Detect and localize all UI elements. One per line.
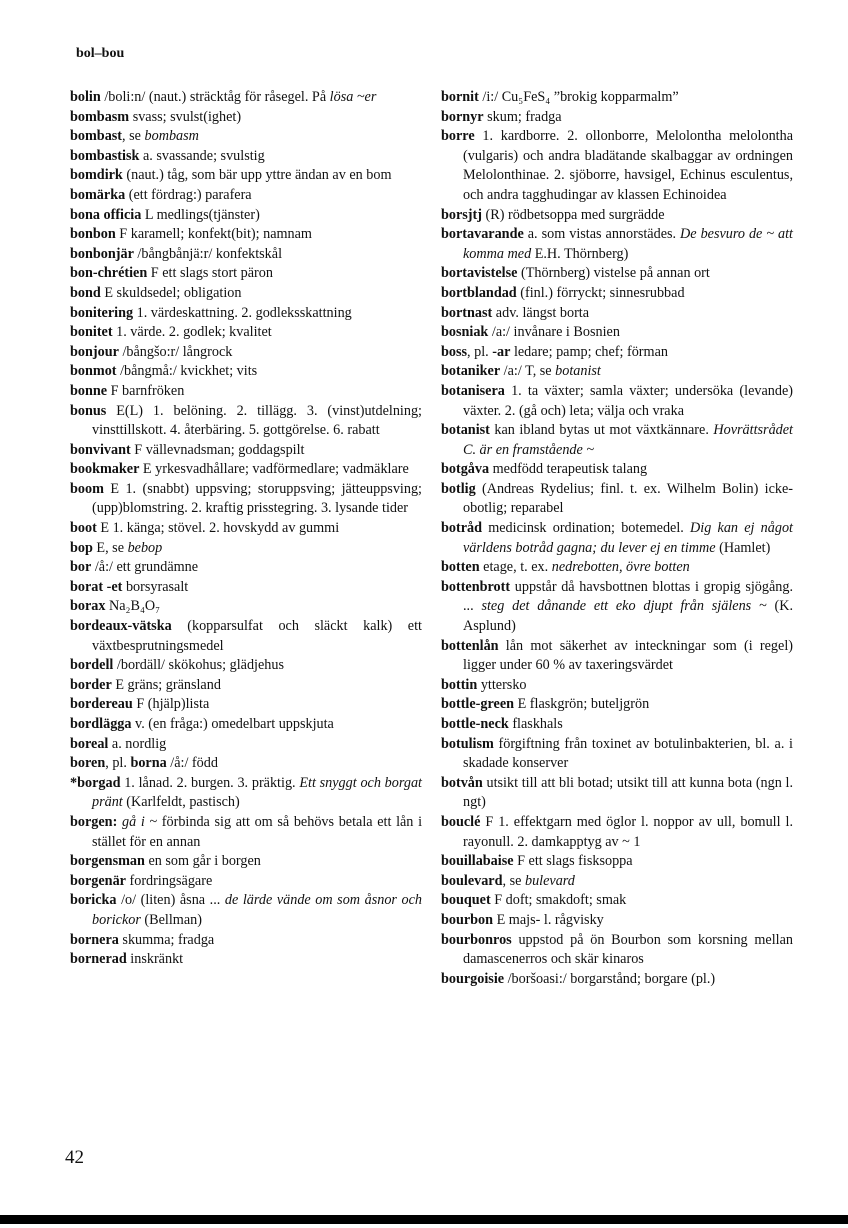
definition-text: /å:/ ett grundämne bbox=[91, 559, 199, 576]
definition-text: uppstår då havsbottnen blottas i gropig sjögång. ... bbox=[463, 578, 793, 615]
dictionary-entry bbox=[441, 695, 793, 715]
definition-text: /bordäll/ skökohus; glädjehus bbox=[113, 657, 284, 674]
definition-text: /å:/ född bbox=[166, 755, 218, 772]
example-text: bombasm bbox=[144, 128, 199, 145]
headword: bombast bbox=[70, 128, 123, 145]
headword: botulism bbox=[441, 735, 494, 752]
definition-text: (K. Asplund) bbox=[463, 598, 793, 635]
dictionary-entry bbox=[70, 695, 422, 715]
headword: botråd bbox=[441, 520, 482, 537]
example-text: steg det dånande ett eko djupt från själens ~ bbox=[481, 598, 767, 615]
headword: botten bbox=[441, 559, 480, 576]
dictionary-entry bbox=[70, 186, 422, 206]
definition-text: F doft; smakdoft; smak bbox=[490, 892, 627, 909]
dictionary-entry bbox=[70, 891, 422, 930]
definition-text: L medlings(tjänster) bbox=[141, 206, 260, 223]
definition-text: a. som vistas annorstädes. bbox=[523, 226, 681, 243]
dictionary-entry bbox=[70, 480, 422, 519]
definition-text: inskränkt bbox=[126, 951, 184, 968]
page-number: 42 bbox=[65, 1147, 84, 1168]
dictionary-entry bbox=[70, 127, 422, 147]
headword: bor bbox=[70, 559, 92, 576]
headword: bookmaker bbox=[70, 461, 140, 478]
dictionary-entry bbox=[70, 735, 422, 755]
headword: botaniker bbox=[441, 363, 501, 380]
definition-text: E yrkesvadhållare; vadförmedlare; vadmäklare bbox=[139, 461, 409, 478]
headword: bonbonjär bbox=[70, 245, 134, 262]
headword: bourbon bbox=[441, 911, 494, 928]
dictionary-entry bbox=[441, 108, 793, 128]
dictionary-entry bbox=[70, 656, 422, 676]
example-text: Hovrättsrådet C. är en framstående ~ bbox=[463, 422, 793, 458]
dictionary-entry bbox=[441, 578, 793, 637]
headword: bordlägga bbox=[70, 716, 132, 732]
definition-text: , pl. bbox=[105, 755, 131, 772]
definition-text: E gräns; gränsland bbox=[111, 676, 221, 693]
definition-text: E 1. (snabbt) uppsving; storuppsving; jätteuppsving; (upp)blomstring. 2. kraftig prisstegring. 3. lysande tider bbox=[92, 480, 422, 517]
definition-text: /a:/ T, se bbox=[500, 363, 556, 380]
dictionary-entry bbox=[441, 127, 793, 205]
headword: bomdirk bbox=[70, 167, 123, 184]
definition-text: förgiftning från toxinet av botulinbakterien, bl. a. i skadade konserver bbox=[463, 735, 793, 772]
dictionary-entry bbox=[70, 166, 422, 186]
headword: *borgad bbox=[70, 774, 121, 791]
headword: botgåva bbox=[441, 461, 490, 478]
dictionary-entry bbox=[70, 225, 422, 245]
definition-text: a. svassande; svulstig bbox=[139, 147, 265, 164]
dictionary-entry bbox=[70, 558, 422, 578]
headword: bortnast bbox=[441, 304, 493, 321]
example-text: Ett snyggt och borgat pränt bbox=[92, 774, 422, 811]
dictionary-entry bbox=[70, 774, 422, 813]
definition-text: (Bellman) bbox=[140, 911, 202, 928]
headword: bouquet bbox=[441, 892, 491, 909]
definition-text: (kopparsulfat och släckt kalk) ett växtbesprutningsmedel bbox=[92, 618, 422, 654]
example-text: de lärde vände om som åsnor och borickor bbox=[92, 892, 422, 928]
dictionary-entry bbox=[70, 108, 422, 128]
definition-text: (Karlfeldt, pastisch) bbox=[122, 794, 240, 811]
dictionary-entry bbox=[441, 382, 793, 421]
definition-text: /bångbånjä:r/ konfektskål bbox=[133, 245, 283, 262]
dictionary-entry bbox=[70, 676, 422, 696]
dictionary-entry bbox=[441, 343, 793, 363]
example-text: gå i ~ bbox=[121, 813, 158, 830]
definition-text: , pl. bbox=[467, 343, 493, 360]
dictionary-entry bbox=[70, 578, 422, 598]
example-text: botanist bbox=[555, 363, 601, 380]
definition-text: /i:/ Cu₅FeS₄ ”brokig kopparmalm” bbox=[478, 89, 679, 105]
headword: bourgoisie bbox=[441, 970, 505, 987]
headword: bottenlån bbox=[441, 637, 499, 654]
headword: bon-chrétien bbox=[70, 265, 148, 282]
dictionary-entry bbox=[70, 617, 422, 656]
definition-text: /boršoasi:/ borgarstånd; borgare (pl.) bbox=[504, 970, 716, 987]
dictionary-entry bbox=[441, 676, 793, 696]
dictionary-entry bbox=[70, 88, 422, 108]
definition-text: E flaskgrön; buteljgrön bbox=[514, 696, 650, 713]
headword: boot bbox=[70, 520, 97, 537]
headword: borgen: bbox=[70, 813, 118, 830]
definition-text: skumma; fradga bbox=[118, 931, 215, 948]
definition-text: a. nordlig bbox=[108, 735, 167, 752]
dictionary-entry bbox=[441, 264, 793, 284]
definition-text: F 1. effektgarn med öglor l. noppor av ull, bomull l. rayonull. 2. damkapptyg av ~ 1 bbox=[463, 813, 793, 850]
dictionary-entry bbox=[441, 637, 793, 676]
definition-text: /boli:n/ (naut.) sträcktåg för råsegel. På bbox=[100, 89, 330, 105]
dictionary-entry bbox=[70, 362, 422, 382]
headword: -ar bbox=[492, 343, 511, 360]
headword: bornyr bbox=[441, 108, 484, 125]
dictionary-entry bbox=[441, 813, 793, 852]
headword: bortavarande bbox=[441, 226, 524, 243]
definition-text: v. (en fråga:) omedelbart uppskjuta bbox=[131, 716, 334, 732]
headword: bottle-neck bbox=[441, 716, 509, 732]
definition-text: (naut.) tåg, som bär upp yttre ändan av en bom bbox=[122, 167, 392, 184]
headword: bonne bbox=[70, 382, 108, 399]
definition-text: (Thörnberg) vistelse på annan ort bbox=[517, 265, 710, 282]
example-text: De besvuro de ~ att komma med bbox=[463, 226, 793, 262]
definition-text: en som går i borgen bbox=[144, 853, 261, 870]
headword: borsjtj bbox=[441, 206, 482, 223]
dictionary-entry bbox=[70, 813, 422, 852]
headword: bombastisk bbox=[70, 147, 140, 164]
dictionary-entry bbox=[441, 206, 793, 226]
dictionary-entry bbox=[70, 206, 422, 226]
dictionary-entry bbox=[441, 872, 793, 892]
definition-text: E skuldsedel; obligation bbox=[100, 284, 242, 301]
headword: bornit bbox=[441, 89, 479, 105]
headword: borgensman bbox=[70, 853, 145, 870]
right-column bbox=[441, 88, 793, 989]
definition-text: F (hjälp)lista bbox=[132, 696, 210, 713]
headword: bouillabaise bbox=[441, 853, 514, 870]
dictionary-entry bbox=[441, 225, 793, 264]
headword: boss bbox=[441, 343, 468, 360]
dictionary-entry bbox=[70, 519, 422, 539]
bottom-border-rule bbox=[0, 1215, 848, 1224]
headword: bottle-green bbox=[441, 696, 515, 713]
headword: bonvivant bbox=[70, 441, 131, 458]
headword: bornerad bbox=[70, 951, 127, 968]
headword: boom bbox=[70, 480, 104, 497]
dictionary-entry bbox=[441, 421, 793, 460]
headword: bond bbox=[70, 284, 101, 301]
dictionary-entry bbox=[70, 539, 422, 559]
headword: bornera bbox=[70, 931, 119, 948]
definition-text: 1. kardborre. 2. ollonborre, Melolontha melolontha (vulgaris) och andra bladätande skalbaggar av ordningen Melolonthinae. 2. sjöborre, havsigel, Echinus esculentus, och andra tagghudingar av klassen Echinoidea bbox=[463, 128, 793, 203]
definition-text: F ett slags stort päron bbox=[147, 265, 273, 282]
headword: bordeaux-vätska bbox=[70, 618, 172, 635]
running-head: bol–bou bbox=[76, 46, 125, 61]
definition-text: fordringsägare bbox=[125, 872, 213, 889]
dictionary-entry bbox=[441, 304, 793, 324]
headword: bombasm bbox=[70, 108, 130, 125]
definition-text: F karamell; konfekt(bit); namnam bbox=[115, 226, 312, 243]
dictionary-entry bbox=[441, 284, 793, 304]
example-text: bebop bbox=[127, 539, 163, 556]
definition-text: E 1. känga; stövel. 2. hovskydd av gummi bbox=[96, 520, 340, 537]
dictionary-entry bbox=[70, 950, 422, 970]
dictionary-entry bbox=[70, 284, 422, 304]
dictionary-entry bbox=[441, 891, 793, 911]
definition-text: svass; svulst(ighet) bbox=[129, 108, 242, 125]
headword: bomärka bbox=[70, 186, 126, 203]
headword: boulevard bbox=[441, 872, 503, 889]
dictionary-entry bbox=[441, 519, 793, 558]
definition-text: F vällevnadsman; goddagspilt bbox=[130, 441, 305, 458]
headword: bonitet bbox=[70, 324, 113, 341]
definition-text: uppstod på ön Bourbon som korsning mellan damascenerros och skär kinaros bbox=[463, 931, 793, 968]
dictionary-entry bbox=[70, 460, 422, 480]
dictionary-entry bbox=[441, 931, 793, 970]
definition-text: borsyrasalt bbox=[122, 578, 189, 595]
headword: bonus bbox=[70, 402, 107, 419]
definition-text: /bångmå:/ kvickhet; vits bbox=[116, 363, 258, 380]
definition-text: /a:/ invånare i Bosnien bbox=[488, 324, 620, 341]
dictionary-entry bbox=[70, 931, 422, 951]
headword: botvån bbox=[441, 774, 483, 791]
headword: bouclé bbox=[441, 813, 481, 830]
definition-text: F ett slags fisksoppa bbox=[513, 853, 633, 870]
dictionary-entry bbox=[70, 147, 422, 167]
headword: bottenbrott bbox=[441, 578, 511, 595]
example-text: lösa ~er bbox=[329, 89, 377, 105]
definition-text: , se bbox=[122, 128, 145, 145]
headword: bonbon bbox=[70, 226, 116, 243]
headword: borgenär bbox=[70, 872, 126, 889]
dictionary-entry bbox=[70, 441, 422, 461]
headword: borat -et bbox=[70, 578, 123, 595]
definition-text: kan ibland bytas ut mot växtkännare. bbox=[489, 422, 714, 439]
dictionary-entry bbox=[70, 754, 422, 774]
dictionary-entry bbox=[70, 264, 422, 284]
definition-text: (Hamlet) bbox=[715, 539, 771, 556]
definition-text: /bångšo:r/ långrock bbox=[118, 343, 233, 360]
headword: botanist bbox=[441, 422, 490, 439]
definition-text: 1. lånad. 2. burgen. 3. präktig. bbox=[120, 774, 300, 791]
dictionary-entry bbox=[441, 715, 793, 735]
dictionary-entry bbox=[441, 88, 793, 108]
definition-text: E.H. Thörnberg) bbox=[531, 245, 629, 262]
dictionary-entry bbox=[441, 774, 793, 813]
example-text: Dig kan ej något världens botråd gagna; du lever ej en timme bbox=[463, 520, 793, 556]
definition-text: skum; fradga bbox=[483, 108, 562, 125]
headword: bop bbox=[70, 539, 93, 556]
definition-text: E majs- l. rågvisky bbox=[493, 911, 604, 928]
headword: bolin bbox=[70, 89, 101, 105]
definition-text: förbinda sig att om så behövs betala ett lån i stället för en annan bbox=[92, 813, 423, 850]
definition-text: (R) rödbetsoppa med surgrädde bbox=[481, 206, 665, 223]
headword: boricka bbox=[70, 892, 117, 909]
dictionary-entry bbox=[441, 362, 793, 382]
example-text: nedrebotten, övre botten bbox=[551, 559, 690, 576]
definition-text: 1. värdeskattning. 2. godleksskattning bbox=[133, 304, 352, 321]
dictionary-entry bbox=[441, 911, 793, 931]
dictionary-entry bbox=[70, 402, 422, 441]
definition-text: lån mot säkerhet av inteckningar som (i regel) ligger under 60 % av taxeringsvärdet bbox=[463, 637, 793, 674]
headword: bordell bbox=[70, 657, 114, 674]
definition-text: medicinsk ordination; botemedel. bbox=[482, 520, 691, 537]
dictionary-entry bbox=[70, 382, 422, 402]
headword: botanisera bbox=[441, 382, 505, 399]
definition-text: E, se bbox=[92, 539, 128, 556]
headword: boren bbox=[70, 755, 106, 772]
dictionary-entry bbox=[70, 597, 422, 617]
definition-text: Na₂B₄O₇ bbox=[105, 598, 161, 615]
dictionary-entry bbox=[441, 323, 793, 343]
definition-text: (finl.) förryckt; sinnesrubbad bbox=[516, 284, 685, 301]
headword: bonmot bbox=[70, 363, 117, 380]
headword: bonjour bbox=[70, 343, 119, 360]
dictionary-entry bbox=[441, 460, 793, 480]
dictionary-entry bbox=[70, 343, 422, 363]
dictionary-entry bbox=[70, 715, 422, 735]
definition-text: F barnfröken bbox=[107, 382, 185, 399]
definition-text: flaskhals bbox=[508, 716, 563, 732]
dictionary-entry bbox=[70, 304, 422, 324]
headword: bosniak bbox=[441, 324, 489, 341]
dictionary-entry bbox=[70, 245, 422, 265]
headword: borre bbox=[441, 128, 475, 145]
headword: bortavistelse bbox=[441, 265, 518, 282]
headword: bortblandad bbox=[441, 284, 517, 301]
headword: botlig bbox=[441, 480, 476, 497]
definition-text: yttersko bbox=[477, 676, 527, 693]
dictionary-entry bbox=[70, 852, 422, 872]
headword: bourbonros bbox=[441, 931, 512, 948]
headword: bonitering bbox=[70, 304, 134, 321]
dictionary-entry bbox=[441, 558, 793, 578]
definition-text: utsikt till att bli botad; utsikt till att kunna bota (ngn l. ngt) bbox=[463, 774, 793, 811]
headword: bottin bbox=[441, 676, 478, 693]
dictionary-entry bbox=[441, 480, 793, 519]
headword: borna bbox=[130, 755, 167, 772]
definition-text: , se bbox=[502, 872, 525, 889]
headword: border bbox=[70, 676, 112, 693]
headword: bona officia bbox=[70, 206, 142, 223]
dictionary-entry bbox=[441, 735, 793, 774]
definition-text: medfödd terapeutisk talang bbox=[489, 461, 648, 478]
headword: borax bbox=[70, 598, 106, 615]
example-text: bulevard bbox=[524, 872, 575, 889]
definition-text: 1. ta växter; samla växter; undersöka (levande) växter. 2. (gå och) leta; välja och vraka bbox=[463, 382, 793, 419]
dictionary-entry bbox=[70, 872, 422, 892]
definition-text: /o/ (liten) åsna ... bbox=[116, 892, 225, 909]
definition-text: adv. längst borta bbox=[492, 304, 590, 321]
definition-text: E(L) 1. belöning. 2. tillägg. 3. (vinst)utdelning; vinsttillskott. 4. återbäring. 5. gottgörelse. 6. rabatt bbox=[92, 402, 422, 439]
dictionary-entry bbox=[441, 852, 793, 872]
definition-text: 1. värde. 2. godlek; kvalitet bbox=[112, 324, 272, 341]
dictionary-entry bbox=[70, 323, 422, 343]
definition-text: ledare; pamp; chef; förman bbox=[510, 343, 668, 360]
left-column bbox=[70, 88, 422, 970]
definition-text: (Andreas Rydelius; finl. t. ex. Wilhelm Bolin) icke-obotlig; reparabel bbox=[463, 480, 793, 517]
definition-text: etage, t. ex. bbox=[479, 559, 552, 576]
headword: boreal bbox=[70, 735, 109, 752]
definition-text: (ett fördrag:) parafera bbox=[125, 186, 252, 203]
headword: bordereau bbox=[70, 696, 133, 713]
dictionary-entry bbox=[441, 970, 793, 990]
